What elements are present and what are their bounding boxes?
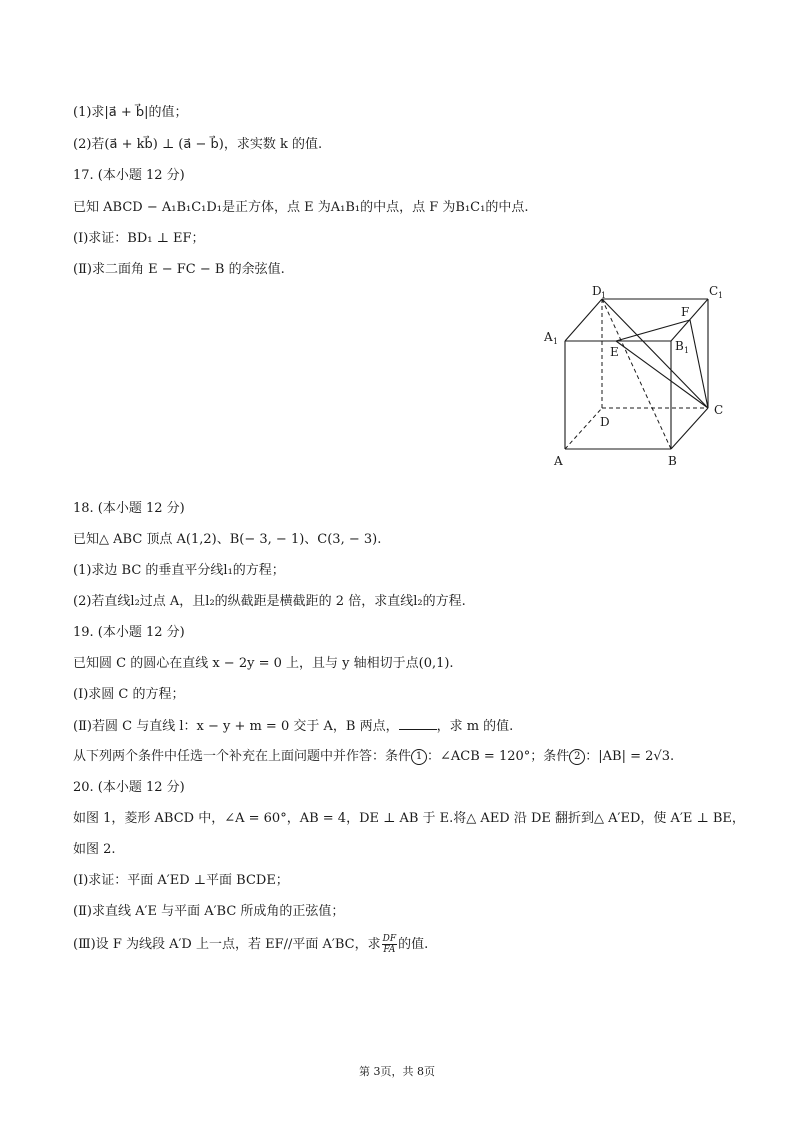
label-e: E	[610, 345, 619, 359]
q20-header: 20. (本小题 12 分)	[73, 780, 185, 795]
label-f: F	[681, 305, 690, 319]
q18-part2: (2)若直线l₂过点 A，且l₂的纵截距是横截距的 2 倍，求直线l₂的方程.	[73, 594, 466, 609]
q20-part3-text-a: (Ⅲ)设 F 为线段 A′D 上一点，若 EF//平面 A′BC，求	[73, 937, 381, 952]
q19-part2	[73, 717, 513, 736]
label-d1-sub: 1	[601, 291, 607, 300]
label-b: B	[668, 454, 677, 468]
q16-part2: (2)若(a⃗ + kb⃗) ⊥ (a⃗ − b⃗)，求实数 k 的值.	[73, 137, 323, 152]
q19-answer-blank	[399, 717, 437, 730]
q17-header: 17. (本小题 12 分)	[73, 168, 185, 183]
label-c1-sub: 1	[718, 291, 724, 300]
q18-part1: (1)求边 BC 的垂直平分线l₁的方程；	[73, 563, 285, 578]
q19-stem: 已知圆 C 的圆心在直线 x − 2y = 0 上，且与 y 轴相切于点(0,1).	[73, 656, 454, 671]
label-c1: C	[709, 284, 719, 298]
segment-ec	[616, 341, 708, 408]
fraction-denominator: FA	[383, 945, 396, 955]
q19-choice-text-c: ：|AB| = 2√3.	[585, 749, 675, 764]
circled-number-1: 1	[411, 749, 427, 765]
segment-ef	[616, 320, 690, 341]
q19-choice-text-a: 从下列两个条件中任选一个补充在上面问题中并作答：条件	[73, 749, 412, 764]
label-b1: B	[675, 339, 684, 353]
q18-stem: 已知△ ABC 顶点 A(1,2)、B(− 3, − 1)、C(3, − 3).	[73, 532, 382, 547]
q19-part1: (Ⅰ)求圆 C 的方程；	[73, 687, 185, 702]
q16-part1: (1)求|a⃗ + b⃗|的值；	[73, 105, 188, 120]
q20-part1: (Ⅰ)求证：平面 A′ED ⊥平面 BCDE；	[73, 873, 289, 888]
circled-number-2: 2	[569, 749, 585, 765]
q17-part2: (Ⅱ)求二面角 E − FC − B 的余弦值.	[73, 262, 285, 277]
q18-header: 18. (本小题 12 分)	[73, 501, 185, 516]
q20-stem-line1: 如图 1，菱形 ABCD 中，∠A = 60°，AB = 4，DE ⊥ AB 于 E.将△ AED 沿 DE 翻折到△ A′ED，使 A′E ⊥ BE，	[73, 811, 745, 826]
q19-part2-text-a: (Ⅱ)若圆 C 与直线 l：x − y + m = 0 交于 A，B 两点，	[73, 719, 399, 734]
label-b1-sub: 1	[684, 346, 690, 355]
q19-part2-text-b: ，求 m 的值.	[436, 719, 514, 734]
q20-stem-line2: 如图 2.	[73, 842, 116, 857]
edge-a1d1	[565, 299, 602, 341]
edge-bc	[671, 408, 708, 449]
page-footer: 第 3页，共 8页	[359, 1065, 435, 1078]
fraction-numerator: DF	[382, 934, 397, 944]
label-d: D	[600, 415, 610, 429]
segment-fc	[690, 320, 708, 408]
label-c: C	[714, 403, 724, 417]
hidden-edge-ad	[565, 408, 602, 449]
q20-part2: (Ⅱ)求直线 A′E 与平面 A′BC 所成角的正弦值；	[73, 904, 345, 919]
q17-stem: 已知 ABCD − A₁B₁C₁D₁是正方体，点 E 为A₁B₁的中点，点 F 为B₁C₁的中点.	[73, 200, 529, 215]
label-a: A	[554, 454, 563, 468]
q20-part3-text-b: 的值.	[398, 937, 429, 952]
q19-choice-text-b: ：∠ACB = 120°；条件	[427, 749, 570, 764]
label-d1: D	[592, 284, 602, 298]
q17-part1: (Ⅰ)求证：BD₁ ⊥ EF；	[73, 231, 205, 246]
q20-part3	[73, 934, 428, 955]
label-a1: A	[544, 330, 553, 344]
q19-header: 19. (本小题 12 分)	[73, 625, 185, 640]
fraction-df-over-fa	[382, 934, 397, 955]
label-a1-sub: 1	[553, 337, 559, 346]
q19-choice	[73, 748, 674, 766]
cube-figure	[530, 278, 740, 473]
